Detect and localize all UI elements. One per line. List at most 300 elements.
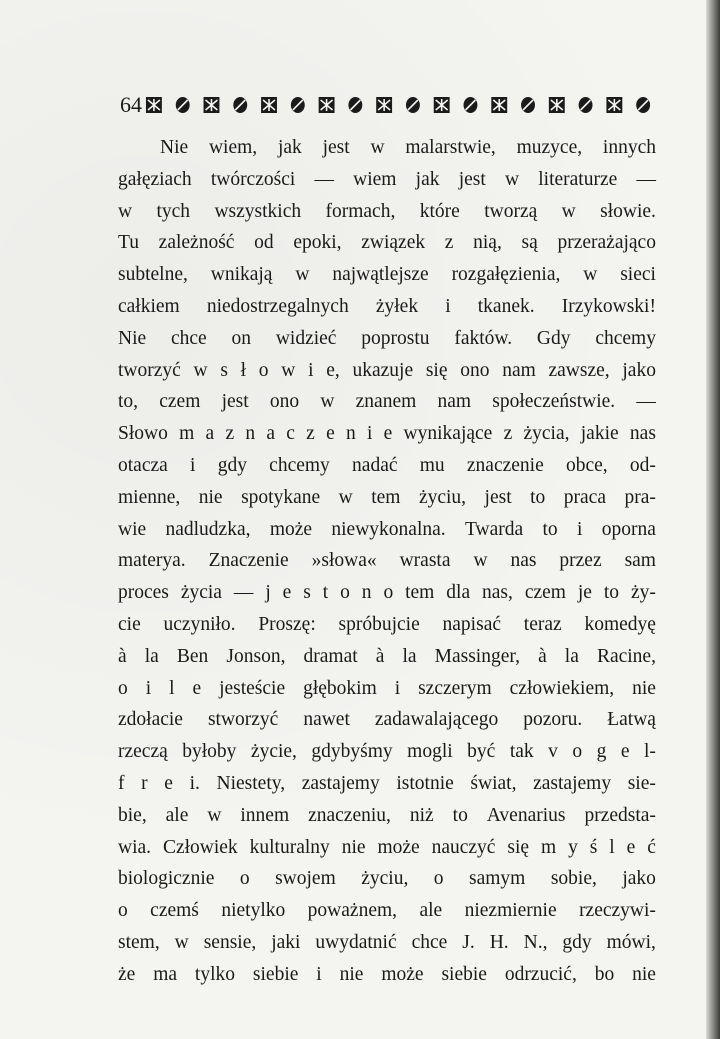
word: Nie — [160, 137, 189, 158]
word: on — [231, 327, 251, 349]
word: jest — [458, 168, 486, 190]
word: istotnie — [396, 772, 454, 794]
word: chcemy — [269, 454, 330, 476]
text-line — [118, 323, 656, 355]
word: spróbujcie — [338, 613, 420, 635]
word: chce — [170, 327, 207, 349]
word: nas, — [482, 582, 513, 604]
word: w — [473, 550, 488, 572]
word: kulturalny — [249, 836, 330, 858]
word: w — [370, 137, 385, 158]
ornament-motif — [636, 97, 650, 113]
word: żyłek — [375, 295, 419, 317]
word: m — [540, 836, 557, 858]
word: Gdy — [536, 327, 571, 349]
word: głębokim — [303, 677, 377, 699]
word: o — [118, 677, 128, 699]
word: gdy — [217, 454, 247, 476]
text-line — [118, 482, 656, 514]
word: przez — [559, 550, 602, 572]
word: Avenarius — [486, 804, 566, 826]
word: z — [444, 232, 454, 254]
word: stem, — [118, 931, 160, 953]
word: sobie, — [550, 868, 597, 890]
word: ale — [165, 804, 189, 826]
word: jako — [622, 359, 656, 381]
word: a — [266, 423, 275, 445]
word: H. — [489, 931, 509, 953]
word: dramat — [303, 645, 358, 667]
word: pozoru. — [523, 709, 583, 731]
word: sam — [624, 550, 656, 572]
word: przerażająco — [557, 232, 656, 254]
word: bie, — [118, 804, 147, 826]
word: słowie. — [600, 200, 656, 222]
word: życiu, — [361, 868, 409, 890]
word: swojem — [275, 868, 336, 890]
ornament-motif — [491, 97, 507, 113]
word: tkanek. — [477, 295, 535, 317]
word: e, — [326, 359, 340, 381]
ornament-motif — [376, 97, 392, 113]
word: ł — [240, 359, 247, 381]
word: sensie, — [203, 931, 257, 953]
word: Słowo — [118, 423, 168, 445]
word: o — [340, 582, 350, 604]
word: wnikają — [210, 264, 273, 286]
word: gałęziach — [118, 168, 192, 190]
word: chcemy — [595, 327, 656, 349]
word: literaturze — [538, 168, 618, 190]
word: innem — [240, 804, 290, 826]
ornament-motif — [348, 97, 362, 113]
ornament-motif — [606, 97, 622, 113]
word: jaki — [271, 931, 301, 953]
word: Niestety, — [216, 772, 286, 794]
word: la — [564, 645, 579, 667]
word: zastajemy — [301, 772, 380, 794]
word: nietylko — [221, 900, 286, 922]
word: chce — [411, 931, 448, 953]
word: mówi, — [606, 931, 656, 953]
word: w — [295, 264, 310, 286]
word: się — [425, 359, 448, 381]
word: całkiem — [118, 295, 180, 317]
word: e — [164, 772, 173, 794]
word: w — [174, 931, 189, 953]
word: i — [145, 677, 152, 699]
text-line — [118, 132, 656, 164]
word: e — [326, 423, 335, 445]
word: społeczeństwie. — [492, 391, 616, 413]
word: może — [377, 836, 420, 858]
word: gdybyśmy — [311, 741, 393, 763]
word: mu — [419, 454, 445, 476]
word: w — [583, 264, 598, 286]
word: odrzucić, — [504, 963, 577, 985]
word: nie — [341, 836, 366, 858]
ornament-motif — [464, 97, 478, 113]
text-line — [118, 418, 656, 450]
word: ale — [419, 900, 443, 922]
word: rozgałęzienia, — [451, 264, 561, 286]
word: e — [192, 677, 202, 699]
word: tylko — [194, 963, 236, 985]
ornament-motif — [176, 97, 190, 113]
word: jako — [622, 868, 656, 890]
word: formach, — [325, 200, 396, 222]
text-line — [118, 164, 656, 196]
word: w — [338, 486, 353, 508]
word: je — [577, 582, 592, 604]
text-line — [118, 927, 656, 959]
word: się — [507, 836, 530, 858]
text-line — [118, 768, 656, 800]
word: być — [467, 741, 496, 763]
word: ukazuje — [352, 359, 414, 381]
word: może — [269, 518, 313, 540]
word: znaczenie — [466, 454, 544, 476]
word: są — [521, 232, 538, 254]
word: e — [626, 836, 636, 858]
word: f — [118, 772, 125, 794]
word: napisać — [442, 613, 502, 635]
word: »słowa« — [311, 550, 377, 572]
word: t — [322, 582, 329, 604]
text-line — [118, 355, 656, 387]
text-line — [118, 609, 656, 641]
word: epoki, — [293, 232, 342, 254]
word: ć — [647, 836, 656, 858]
word: Nie — [118, 327, 147, 349]
word: a — [205, 423, 215, 445]
word: komedyę — [584, 613, 656, 635]
word: i. — [189, 772, 200, 794]
word: Znaczenie — [208, 550, 289, 572]
word: rzeczywi- — [579, 900, 656, 922]
word: proces — [118, 582, 169, 604]
word: rzeczą — [118, 741, 168, 763]
word: nauczyć — [431, 836, 496, 858]
word: l — [609, 836, 615, 858]
word: wiem — [353, 168, 397, 190]
text-line — [118, 736, 656, 768]
word: nas — [629, 423, 656, 445]
word: z — [225, 423, 235, 445]
word: życiu, — [418, 486, 467, 508]
word: to — [542, 518, 558, 540]
ornament-motif — [146, 97, 162, 113]
ornament-motif — [434, 97, 450, 113]
word: c — [286, 423, 295, 445]
word: świat, — [470, 772, 517, 794]
word: tem — [371, 486, 401, 508]
word: jesteście — [219, 677, 286, 699]
word: faktów. — [454, 327, 513, 349]
word: nie — [632, 677, 656, 699]
word: la — [144, 645, 159, 667]
word: i — [577, 518, 583, 540]
word: życia — [180, 582, 222, 604]
word: o — [258, 359, 269, 381]
word: r — [141, 772, 148, 794]
word: l — [169, 677, 175, 699]
word: pra- — [624, 486, 656, 508]
word: n — [361, 582, 372, 604]
word: n — [345, 423, 356, 445]
text-line — [118, 895, 656, 927]
word: nam — [502, 359, 536, 381]
word: materya. — [118, 550, 186, 572]
word: s — [220, 359, 228, 381]
word: i — [316, 963, 322, 985]
word: J. — [462, 931, 475, 953]
word: przedsta- — [584, 804, 656, 826]
word: tak — [509, 741, 534, 763]
word: z — [503, 423, 513, 445]
word: nie — [198, 486, 223, 508]
word: zastajemy — [533, 772, 612, 794]
ornament-motif — [291, 97, 305, 113]
word: nadać — [352, 454, 398, 476]
ornament-motif — [549, 97, 565, 113]
word: widzieć — [275, 327, 337, 349]
word: z — [306, 423, 315, 445]
word: muzyce, — [516, 137, 583, 158]
text-line — [118, 577, 656, 609]
word: zadawalającego — [374, 709, 499, 731]
word: w — [504, 168, 520, 190]
word: — — [314, 168, 334, 190]
word: o — [433, 868, 444, 890]
word: dla — [446, 582, 471, 604]
word: Łatwą — [607, 709, 656, 731]
word: i — [366, 423, 373, 445]
word: g — [596, 741, 607, 763]
word: Twarda — [464, 518, 524, 540]
word: czemś — [150, 900, 199, 922]
word: niż — [409, 804, 434, 826]
word: à — [538, 645, 547, 667]
text-line — [118, 514, 656, 546]
word: praca — [563, 486, 606, 508]
word: tem — [405, 582, 435, 604]
word: że — [118, 963, 136, 985]
word: malarstwie, — [405, 137, 496, 158]
word: tworzą — [484, 200, 538, 222]
word: to — [530, 486, 546, 508]
running-header — [120, 86, 660, 116]
word: N., — [523, 931, 548, 953]
text-line — [118, 227, 656, 259]
word: jest — [221, 391, 249, 413]
word: tych — [156, 200, 191, 222]
word: to — [452, 804, 468, 826]
word: nadludzka, — [165, 518, 251, 540]
word: szczerym — [418, 677, 492, 699]
word: mogli — [407, 741, 453, 763]
text-line — [118, 386, 656, 418]
word: to, — [118, 391, 139, 413]
word: Racine, — [596, 645, 656, 667]
word: nawet — [303, 709, 350, 731]
word: w — [118, 200, 133, 222]
word: w — [281, 359, 296, 381]
text-line — [118, 259, 656, 291]
word: ma — [153, 963, 178, 985]
word: wrasta — [399, 550, 451, 572]
word: ś — [589, 836, 598, 858]
text-line — [118, 291, 656, 323]
word: e — [620, 741, 630, 763]
word: o — [239, 868, 250, 890]
word: spotykane — [241, 486, 321, 508]
word: uczyniło. — [163, 613, 236, 635]
word: Irzykowski! — [561, 295, 656, 317]
word: wie — [118, 518, 147, 540]
word: zależność — [158, 232, 235, 254]
word: człowiekiem, — [509, 677, 615, 699]
word: y — [568, 836, 578, 858]
word: nam — [437, 391, 472, 413]
word: obce, — [566, 454, 608, 476]
word: la — [402, 645, 417, 667]
word: uwydatnić — [315, 931, 397, 953]
word: zawsze, — [548, 359, 610, 381]
word: subtelne, — [118, 264, 188, 286]
word: o — [118, 900, 128, 922]
text-line — [118, 959, 656, 991]
word: mienne, — [118, 486, 181, 508]
word: niewykonalna. — [331, 518, 446, 540]
word: à — [375, 645, 385, 667]
word: — — [636, 168, 656, 190]
word: twórczości — [210, 168, 296, 190]
text-line — [118, 673, 656, 705]
word: bo — [594, 963, 615, 985]
word: stworzyć — [207, 709, 279, 731]
word: jak — [415, 168, 440, 190]
ornament-motif — [579, 97, 593, 113]
word: jest — [484, 486, 512, 508]
word: gdy — [562, 931, 592, 953]
word: od — [254, 232, 274, 254]
word: wia. — [118, 836, 152, 858]
word: poprostu — [361, 327, 430, 349]
word: samym — [469, 868, 526, 890]
word: życia, — [523, 423, 570, 445]
word: Jonson, — [226, 645, 286, 667]
word: biologicznie — [118, 868, 215, 890]
ornament-motif — [319, 97, 335, 113]
text-line — [118, 800, 656, 832]
word: s — [303, 582, 311, 604]
text-line — [118, 545, 656, 577]
word: wynikające — [403, 423, 493, 445]
word: jest — [322, 137, 350, 158]
word: l- — [643, 741, 656, 763]
word: znanem — [355, 391, 417, 413]
word: sieci — [620, 264, 656, 286]
word: to — [603, 582, 620, 604]
word: Ben — [176, 645, 209, 667]
word: czem — [524, 582, 566, 604]
word: życie, — [250, 741, 297, 763]
word: i — [308, 359, 314, 381]
word: o — [383, 582, 394, 604]
word: siebie — [441, 963, 487, 985]
word: m — [179, 423, 195, 445]
page-number: 64 — [120, 92, 142, 117]
word: tworzyć — [118, 359, 181, 381]
word: cie — [118, 613, 141, 635]
body-text — [118, 132, 656, 991]
word: e — [383, 423, 393, 445]
word: które — [419, 200, 460, 222]
word: Tu — [118, 232, 139, 254]
word: zdołacie — [118, 709, 183, 731]
word: niezmiernie — [464, 900, 557, 922]
text-line — [118, 704, 656, 736]
word: sie- — [627, 772, 656, 794]
word: jak — [277, 137, 302, 158]
ornament-motif — [521, 97, 535, 113]
word: jakie — [580, 423, 619, 445]
ornament-motif — [233, 97, 247, 113]
word: i — [394, 677, 401, 699]
word: w — [193, 359, 208, 381]
word: e — [282, 582, 292, 604]
word: oporna — [601, 518, 656, 540]
word: i — [445, 295, 451, 317]
word: nią, — [473, 232, 502, 254]
word: w — [320, 391, 335, 413]
word: Proszę: — [258, 613, 316, 635]
word: nie — [632, 963, 656, 985]
word: — — [636, 391, 656, 413]
word: à — [118, 645, 127, 667]
page-edge-shadow — [706, 0, 720, 1039]
word: od- — [629, 454, 656, 476]
word: ono — [460, 359, 490, 381]
ornament-motif — [261, 97, 277, 113]
word: ono — [269, 391, 300, 413]
word: v — [548, 741, 558, 763]
word: może — [381, 963, 424, 985]
text-line — [118, 196, 656, 228]
word: poważnem, — [307, 900, 398, 922]
word: otacza — [118, 454, 168, 476]
ornamental-border-icon — [144, 96, 660, 114]
text-line — [118, 641, 656, 673]
word: i — [190, 454, 196, 476]
word: nie — [339, 963, 364, 985]
word: siebie — [252, 963, 299, 985]
word: najwątlejsze — [332, 264, 429, 286]
word: Człowiek — [162, 836, 238, 858]
word: w — [207, 804, 222, 826]
word: teraz — [523, 613, 562, 635]
word: czem — [159, 391, 201, 413]
word: wiem, — [208, 137, 258, 158]
word: — — [233, 582, 254, 604]
word: niedostrzegalnych — [206, 295, 349, 317]
text-line — [118, 450, 656, 482]
word: wszystkich — [214, 200, 302, 222]
word: byłoby — [182, 741, 237, 763]
word: n — [245, 423, 256, 445]
text-line — [118, 863, 656, 895]
